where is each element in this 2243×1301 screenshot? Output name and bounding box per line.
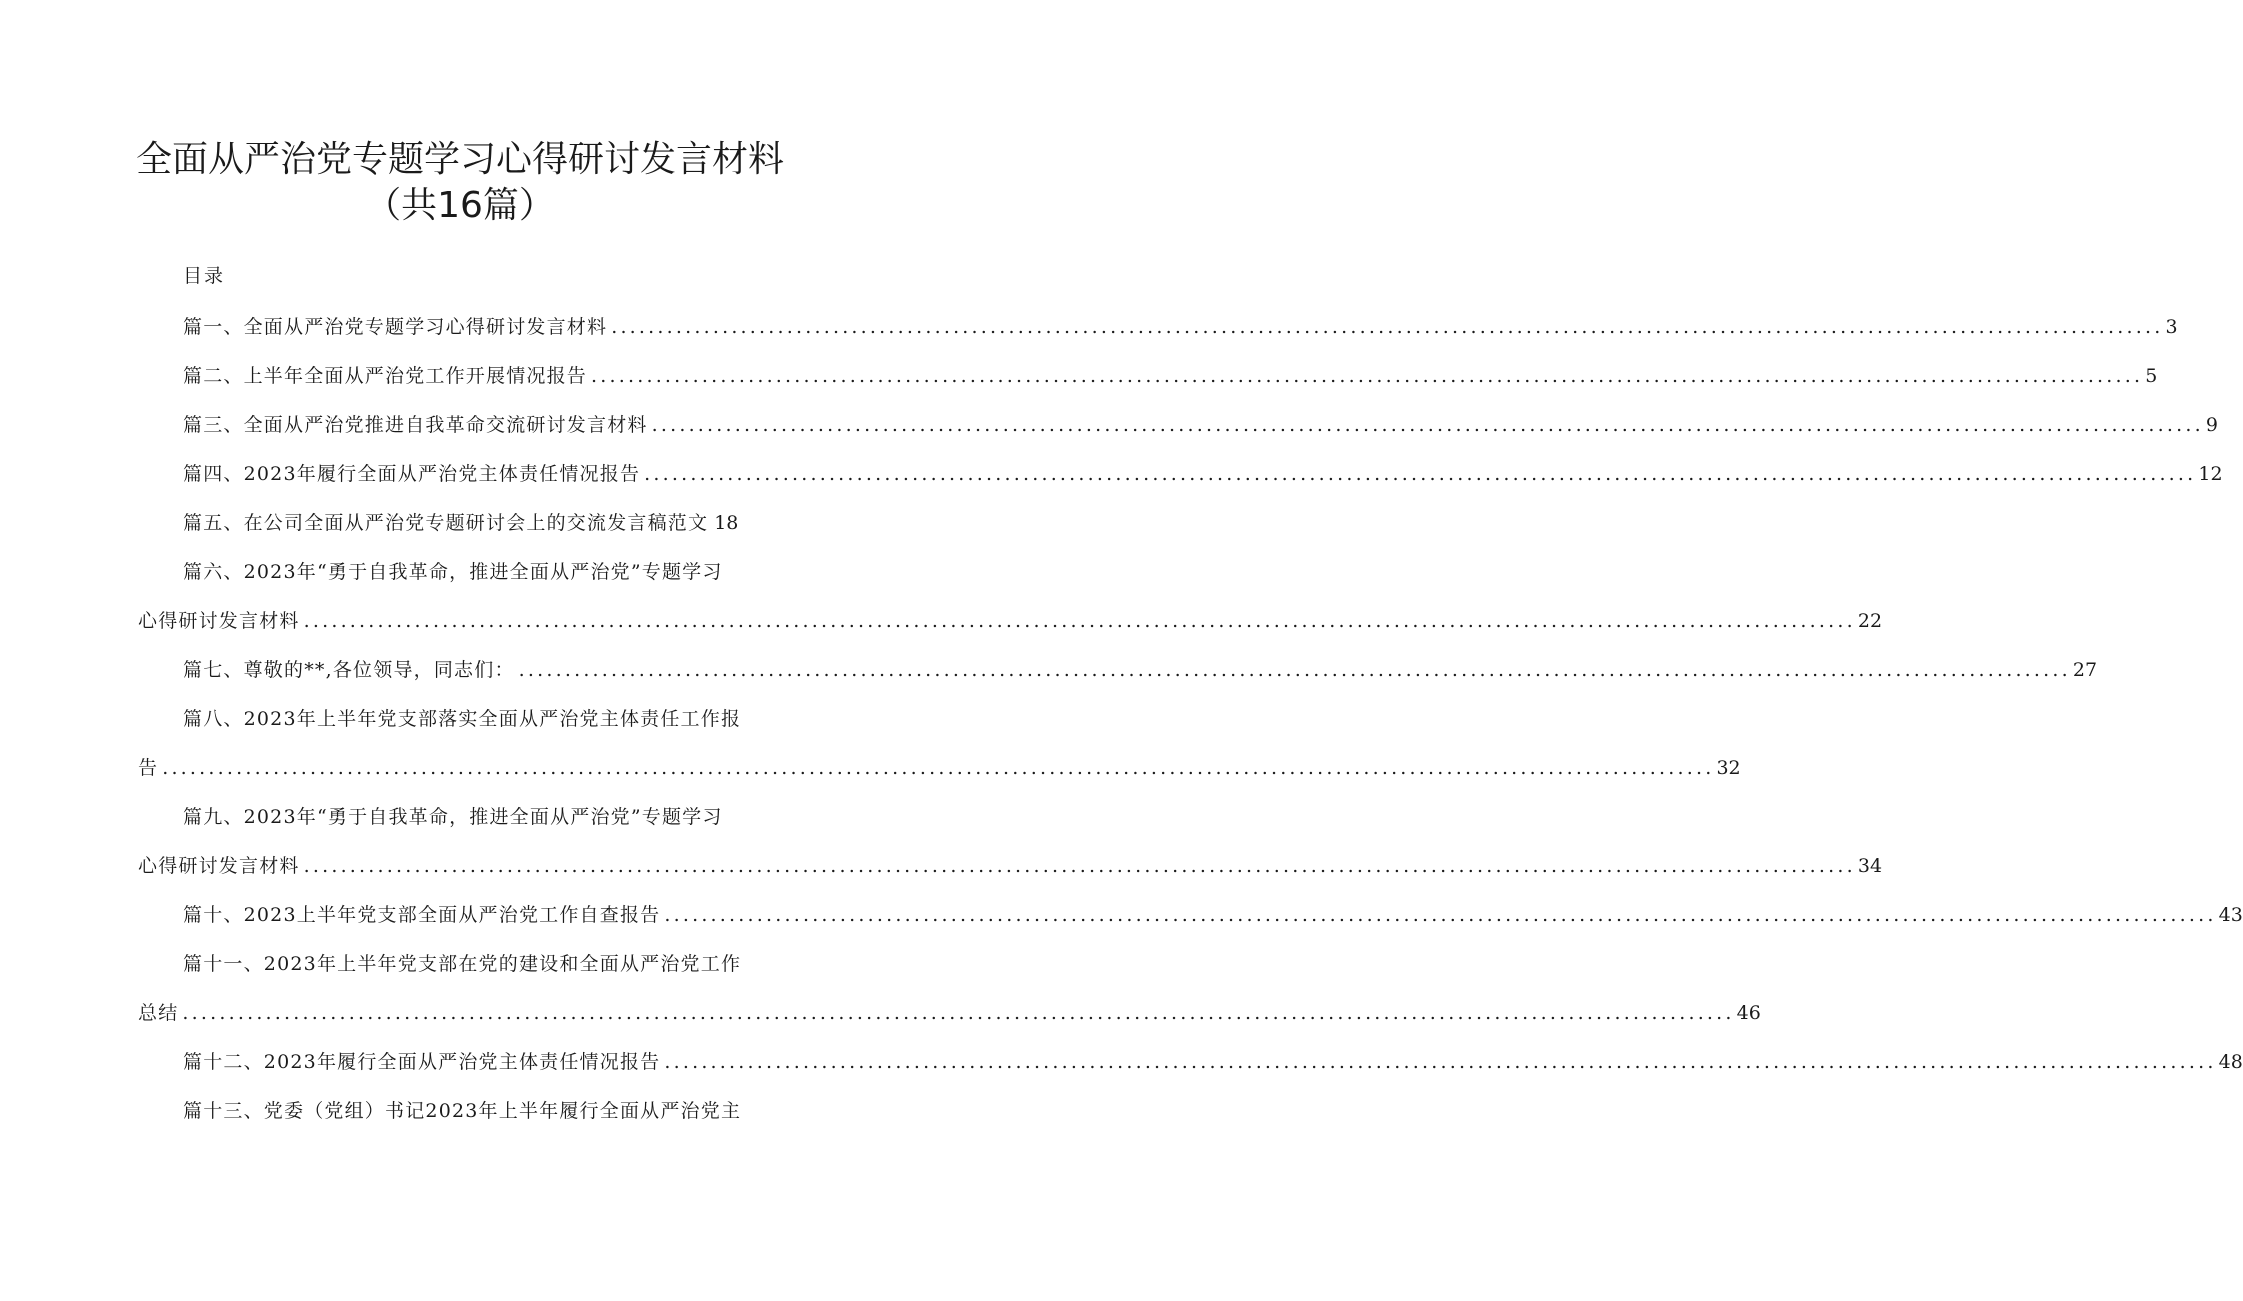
toc-entry-text: 篇八、2023年上半年党支部落实全面从严治党主体责任工作报: [183, 708, 742, 730]
toc-entry-text: 篇六、2023年“勇于自我革命，推进全面从严治党”专题学习: [183, 561, 723, 583]
toc-leader-dots: [644, 462, 2196, 486]
toc-page-number: 18: [714, 512, 739, 534]
toc-page-number: 22: [1857, 610, 1883, 632]
toc-leader-dots: [162, 756, 1714, 780]
toc-leader-dots: [519, 658, 2071, 682]
toc-entry[interactable]: [183, 462, 2223, 486]
toc-page-number: 5: [2145, 365, 2158, 387]
toc-entry[interactable]: [183, 805, 777, 829]
toc-entry[interactable]: [183, 903, 2243, 927]
toc-entry[interactable]: [183, 560, 777, 584]
toc-entry[interactable]: [183, 707, 777, 731]
toc-leader-dots: [611, 315, 2163, 339]
toc-leader-dots: [591, 364, 2143, 388]
toc-heading: 目录: [183, 265, 226, 287]
toc-entry-continuation[interactable]: [138, 854, 1883, 878]
toc-leader-dots: [182, 1001, 1734, 1025]
toc-entry-continuation[interactable]: [138, 756, 1741, 780]
toc-entry-text: 篇二、上半年全面从严治党工作开展情况报告: [183, 365, 588, 387]
toc-page-number: 48: [2218, 1051, 2243, 1073]
toc-entry[interactable]: [183, 315, 2178, 339]
toc-page-number: 43: [2218, 904, 2243, 926]
toc-entry-continuation[interactable]: [138, 1001, 1761, 1025]
toc-entry-text: 告: [138, 757, 159, 779]
toc-leader-dots: [664, 1050, 2216, 1074]
toc-entry[interactable]: [183, 413, 2218, 437]
toc-entry[interactable]: [183, 1099, 777, 1123]
toc-entry[interactable]: [183, 952, 777, 976]
toc-entry-text: 篇五、在公司全面从严治党专题研讨会上的交流发言稿范文: [183, 512, 709, 534]
toc-entry-text: 总结: [138, 1002, 179, 1024]
toc-entry-text: 篇七、尊敬的**,各位领导，同志们：: [183, 659, 515, 681]
document-subtitle: （共16篇）: [365, 185, 555, 226]
toc-entry-text: 篇四、2023年履行全面从严治党主体责任情况报告: [183, 463, 641, 485]
toc-entry-text: 篇十三、党委（党组）书记2023年上半年履行全面从严治党主: [183, 1100, 742, 1122]
toc-page-number: 9: [2205, 414, 2218, 436]
toc-entry[interactable]: [183, 658, 2098, 682]
toc-entry-continuation[interactable]: [138, 609, 1883, 633]
toc-entry-text: 篇三、全面从严治党推进自我革命交流研讨发言材料: [183, 414, 648, 436]
toc-entry[interactable]: [183, 511, 777, 535]
toc-leader-dots: [652, 413, 2204, 437]
toc-leader-dots: [664, 903, 2216, 927]
document-title: 全面从严治党专题学习心得研讨发言材料: [135, 139, 784, 180]
toc-entry-text: 篇九、2023年“勇于自我革命，推进全面从严治党”专题学习: [183, 806, 723, 828]
toc-page-number: 46: [1736, 1002, 1761, 1024]
toc-entry-text: 心得研讨发言材料: [138, 855, 300, 877]
toc-page-number: 12: [2198, 463, 2223, 485]
toc-entry-text: 篇十、2023上半年党支部全面从严治党工作自查报告: [183, 904, 661, 926]
toc-page-number: 27: [2072, 659, 2098, 681]
toc-page-number: 3: [2165, 316, 2178, 338]
toc-entry-text: 篇十一、2023年上半年党支部在党的建设和全面从严治党工作: [183, 953, 742, 975]
toc-page-number: 34: [1857, 855, 1883, 877]
toc-leader-dots: [304, 609, 1856, 633]
toc-page-number: 32: [1716, 757, 1741, 779]
toc-entry-text: 篇十二、2023年履行全面从严治党主体责任情况报告: [183, 1051, 661, 1073]
toc-entry-text: 篇一、全面从严治党专题学习心得研讨发言材料: [183, 316, 608, 338]
toc-entry[interactable]: [183, 364, 2158, 388]
toc-entry[interactable]: [183, 1050, 2243, 1074]
toc-entry-text: 心得研讨发言材料: [138, 610, 300, 632]
toc-leader-dots: [304, 854, 1856, 878]
